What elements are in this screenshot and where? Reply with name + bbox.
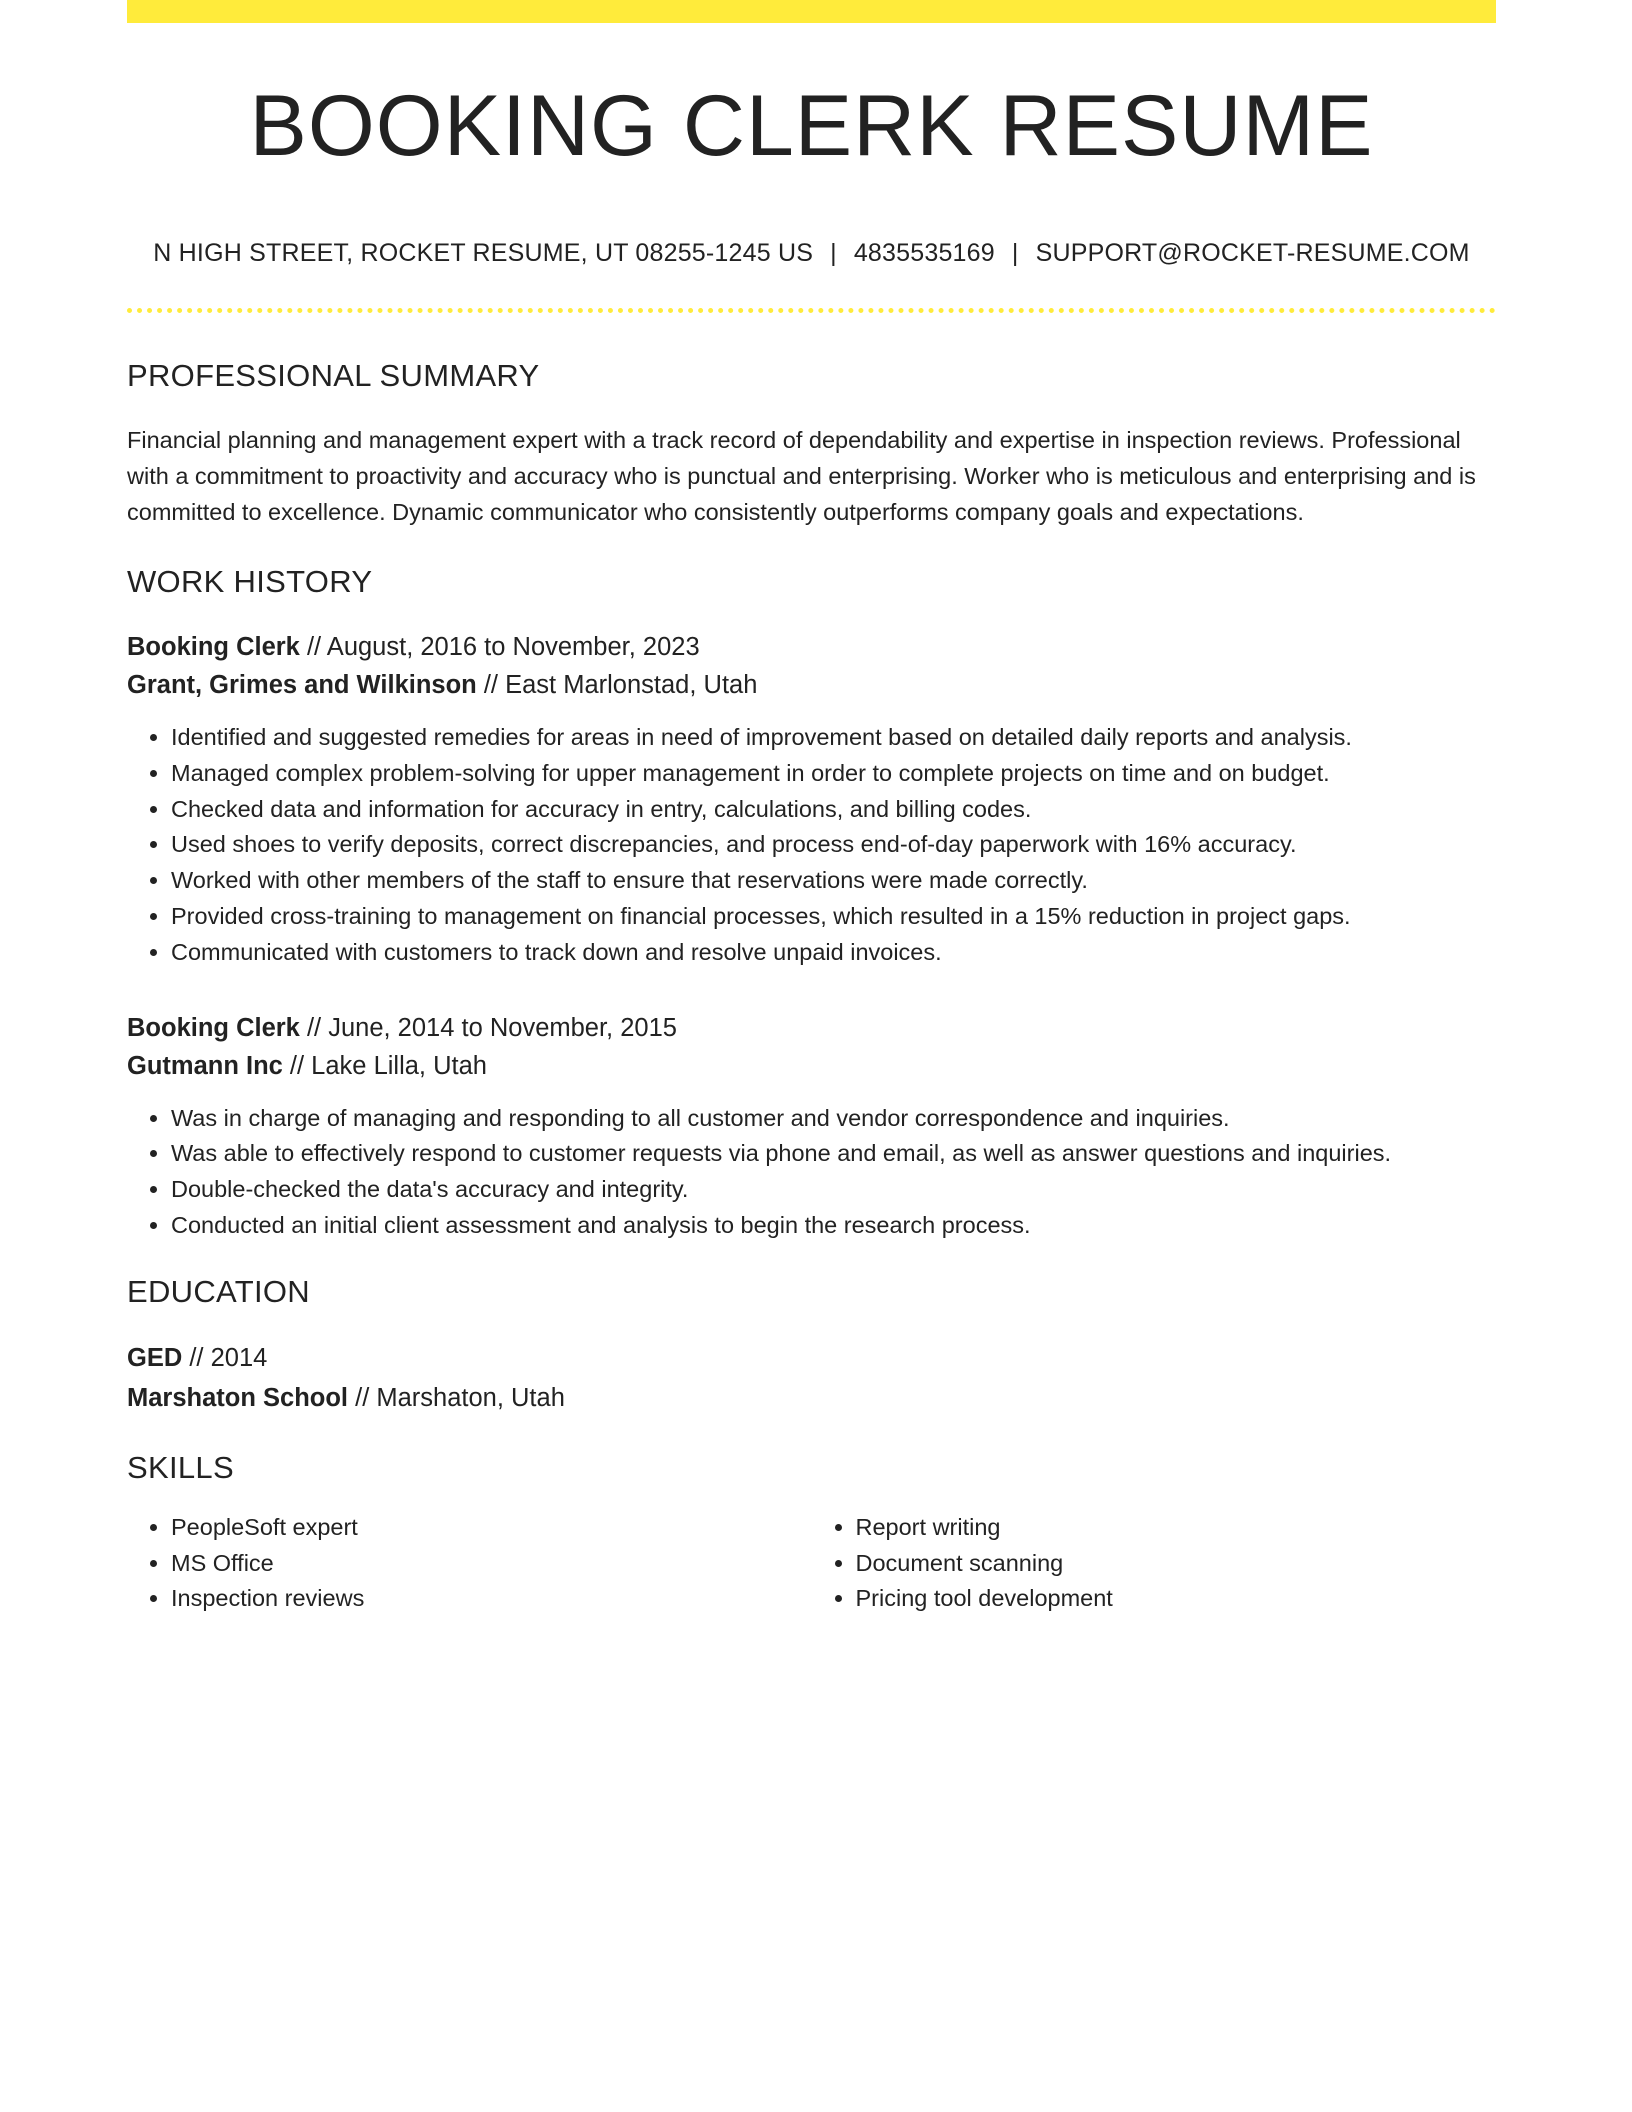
contact-line <box>127 239 1496 268</box>
education-degree: GED <box>127 1343 183 1372</box>
job-bullet: • Worked with other members of the staff to ensure that reservations were made correctly. <box>171 863 1496 899</box>
skill-item: • Document scanning <box>856 1546 1497 1582</box>
education-location: // Marshaton, Utah <box>348 1383 565 1412</box>
section-title-summary: PROFESSIONAL SUMMARY <box>127 358 540 393</box>
job-role-line <box>127 628 1496 666</box>
job-bullet: • Used shoes to verify deposits, correct discrepancies, and process end-of-day paperwork with 16% accuracy. <box>171 827 1496 863</box>
section-title-education: EDUCATION <box>127 1273 310 1309</box>
job-bullet: • Conducted an initial client assessment and analysis to begin the research process. <box>171 1208 1496 1244</box>
job-role: Booking Clerk <box>127 633 300 661</box>
job-bullet: • Identified and suggested remedies for areas in need of improvement based on detailed daily reports and analysis. <box>171 720 1496 756</box>
job-role: Booking Clerk <box>127 1013 300 1042</box>
skill-item: • Inspection reviews <box>171 1581 812 1617</box>
section-title-work-history: WORK HISTORY <box>127 564 373 599</box>
job-bullet: • Managed complex problem-solving for upper management in order to complete projects on time and on budget. <box>171 756 1496 792</box>
skill-item: • MS Office <box>171 1546 812 1582</box>
job-bullet: • Was able to effectively respond to customer requests via phone and email, as well as answer questions and inquiries. <box>171 1136 1496 1172</box>
job-bullet-list <box>127 1101 1496 1244</box>
resume-title: BOOKING CLERK RESUME <box>249 78 1374 174</box>
job-role-line <box>127 1009 1496 1047</box>
contact-phone: 4835535169 <box>853 239 995 267</box>
education-year: // 2014 <box>182 1343 268 1372</box>
education-entry <box>127 1338 1496 1418</box>
job-dates: // June, 2014 to November, 2015 <box>299 1013 677 1042</box>
job-bullet: • Was in charge of managing and responding to all customer and vendor correspondence and inquiries. <box>171 1101 1496 1137</box>
education-school-line <box>127 1378 1496 1418</box>
job-company: Gutmann Inc <box>127 1051 283 1080</box>
skills-columns <box>127 1510 1496 1617</box>
job-bullet: • Provided cross-training to management on financial processes, which resulted in a 15% reduction in project gaps. <box>171 899 1496 935</box>
job-company-line <box>127 1047 1496 1085</box>
job-bullet: • Checked data and information for accuracy in entry, calculations, and billing codes. <box>171 792 1496 828</box>
education-degree-line <box>127 1338 1496 1378</box>
job-entry <box>127 1009 1496 1244</box>
contact-email: SUPPORT@ROCKET-RESUME.COM <box>1035 239 1470 267</box>
summary-text: Financial planning and management expert with a track record of dependability and expertise in inspection reviews. Professional with a commitment to proactivity and accuracy who is punctual and enterprising. Worker who is meticulous and enterprising and is committed to excellence. Dynamic communicator who consistently outperforms company goals and expectations. <box>127 427 1476 525</box>
job-company: Grant, Grimes and Wilkinson <box>127 671 477 699</box>
job-bullet: • Communicated with customers to track down and resolve unpaid invoices. <box>171 935 1496 971</box>
skill-item: • Pricing tool development <box>856 1581 1497 1617</box>
skill-item: • Report writing <box>856 1510 1497 1546</box>
job-dates: // August, 2016 to November, 2023 <box>299 633 700 661</box>
resume-page <box>127 0 1496 1617</box>
top-accent-bar <box>127 0 1496 23</box>
job-bullet: • Double-checked the data's accuracy and integrity. <box>171 1172 1496 1208</box>
job-bullet-list <box>127 720 1496 971</box>
contact-separator: | <box>830 239 837 267</box>
dotted-divider <box>127 308 1496 313</box>
job-location: // East Marlonstad, Utah <box>476 671 758 699</box>
section-title-skills: SKILLS <box>127 1449 234 1485</box>
job-location: // Lake Lilla, Utah <box>282 1051 487 1080</box>
job-company-line <box>127 666 1496 704</box>
skill-item: • PeopleSoft expert <box>171 1510 812 1546</box>
job-entry <box>127 628 1496 971</box>
education-school: Marshaton School <box>127 1383 349 1412</box>
contact-separator: | <box>1011 239 1019 267</box>
contact-address: N HIGH STREET, ROCKET RESUME, UT 08255-1245 US <box>153 239 814 267</box>
skills-list-left <box>127 1510 812 1617</box>
skills-list-right <box>812 1510 1497 1617</box>
